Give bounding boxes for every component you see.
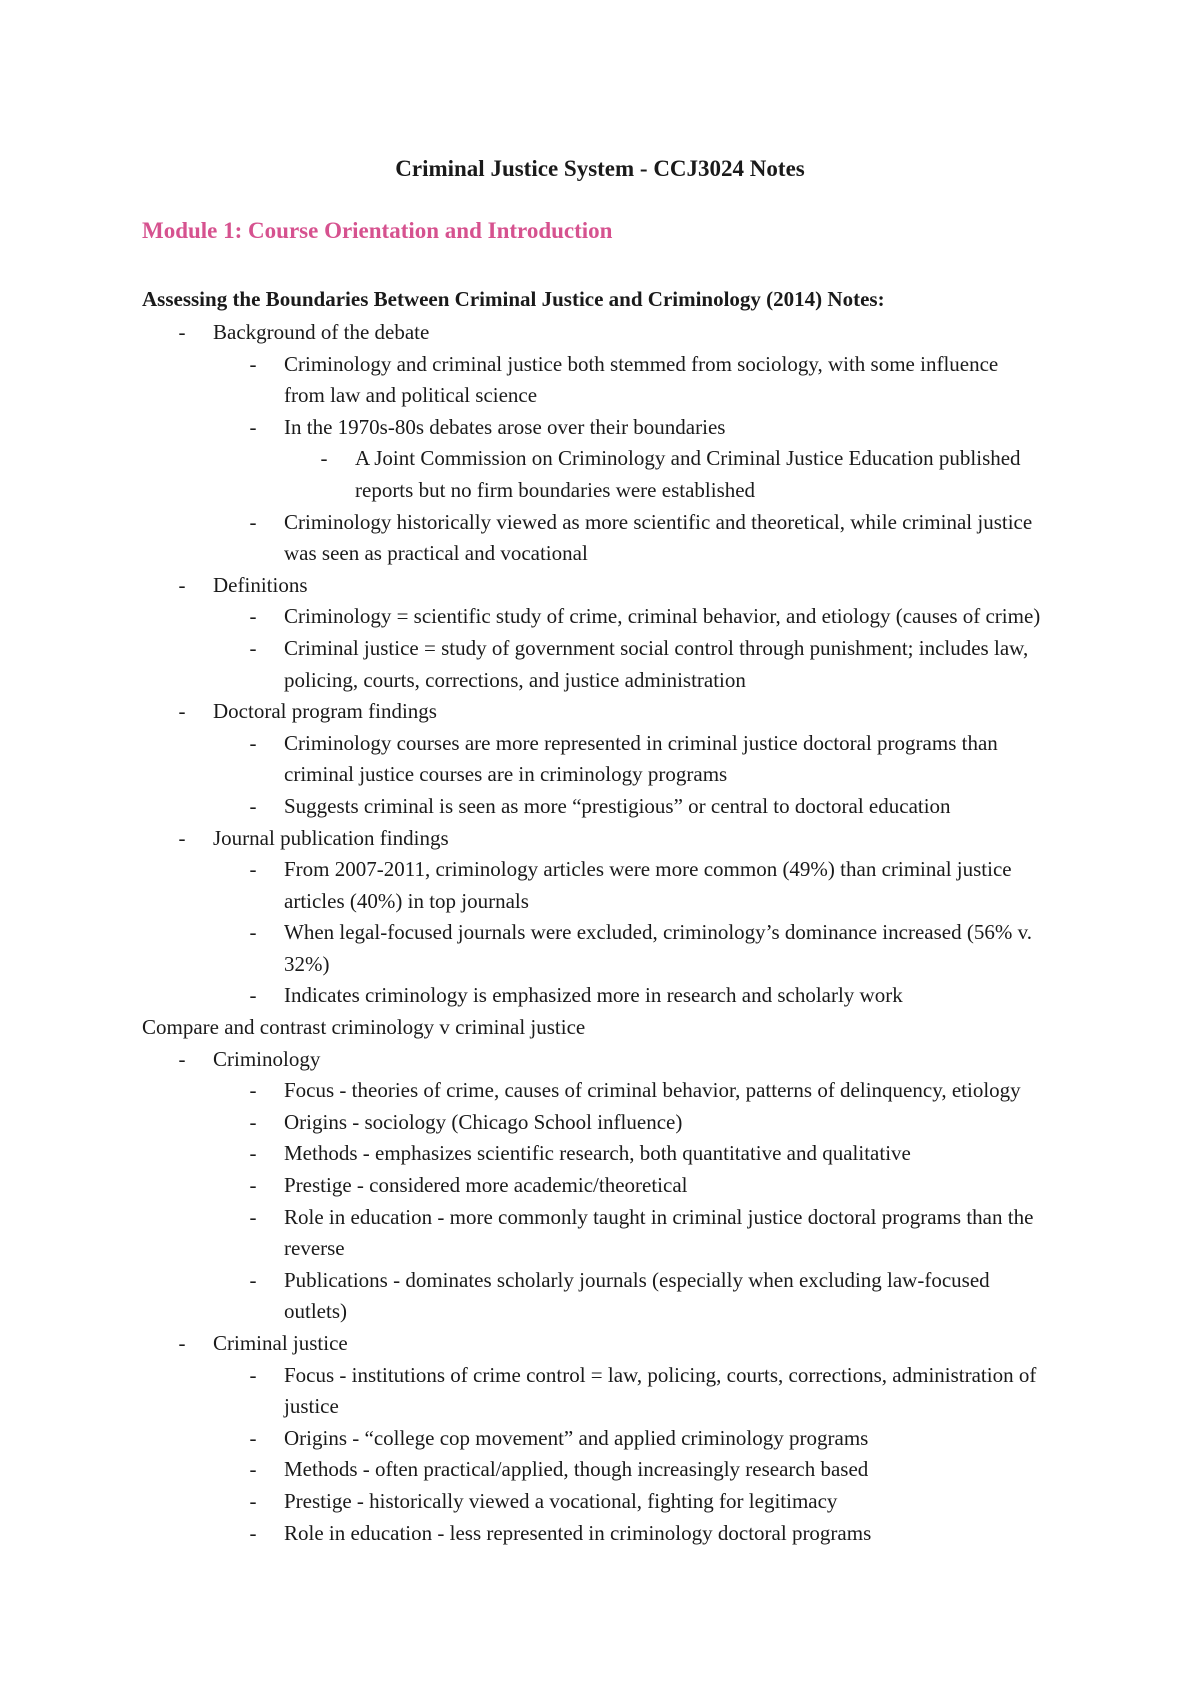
note-line (142, 1233, 1142, 1265)
note-line (142, 1012, 1142, 1044)
note-line (142, 823, 1142, 855)
note-text: reports but no firm boundaries were established (355, 477, 756, 502)
bullet-dash: - (178, 572, 186, 597)
note-line (142, 1202, 1142, 1234)
bullet-dash: - (249, 1078, 257, 1103)
note-line (142, 1044, 1142, 1076)
bullet-dash: - (249, 730, 257, 755)
note-text: Criminology historically viewed as more scientific and theoretical, while criminal justice (284, 509, 1033, 534)
note-line (142, 1391, 1142, 1423)
bullet-dash: - (249, 1267, 257, 1292)
bullet-dash: - (249, 509, 257, 534)
note-line (142, 412, 1142, 444)
bullet-dash: - (249, 1520, 257, 1545)
note-text: From 2007-2011, criminology articles were more common (49%) than criminal justice (284, 857, 1012, 882)
note-text: Criminology (213, 1046, 321, 1071)
note-text: articles (40%) in top journals (284, 888, 529, 913)
note-line (142, 1138, 1142, 1170)
note-text: Criminology and criminal justice both stemmed from sociology, with some influence (284, 351, 999, 376)
module-heading: Module 1: Course Orientation and Introduction (142, 218, 613, 243)
bullet-dash: - (320, 446, 328, 471)
note-text: Publications - dominates scholarly journals (especially when excluding law-focused (284, 1267, 990, 1292)
bullet-dash: - (178, 1331, 186, 1355)
bullet-dash: - (249, 857, 257, 882)
note-line (142, 1170, 1142, 1202)
note-text: When legal-focused journals were excluded, criminology’s dominance increased (56% v. (284, 920, 1032, 945)
note-line (142, 349, 1142, 381)
note-line (142, 1107, 1142, 1139)
note-text: Focus - theories of crime, causes of criminal behavior, patterns of delinquency, etiology (284, 1078, 1021, 1103)
note-text: policing, courts, corrections, and justice administration (284, 667, 746, 692)
note-text: Role in education - more commonly taught in criminal justice doctoral programs than the (284, 1204, 1034, 1229)
bullet-dash: - (249, 351, 257, 376)
note-text: A Joint Commission on Criminology and Criminal Justice Education published (355, 446, 1021, 471)
note-line (142, 1423, 1142, 1455)
note-text: 32%) (284, 951, 330, 976)
note-text: Definitions (213, 572, 308, 597)
note-line (142, 665, 1142, 697)
document-title: Criminal Justice System - CCJ3024 Notes (395, 156, 805, 181)
note-text: criminal justice courses are in criminology programs (284, 762, 728, 787)
note-line (142, 696, 1142, 728)
note-line (142, 728, 1142, 760)
note-text: Origins - “college cop movement” and applied criminology programs (284, 1425, 869, 1450)
note-line (142, 507, 1142, 539)
note-text: Indicates criminology is emphasized more in research and scholarly work (284, 983, 903, 1008)
note-line (142, 601, 1142, 633)
note-text: Origins - sociology (Chicago School influence) (284, 1109, 683, 1134)
note-line (142, 1486, 1142, 1518)
bullet-dash: - (178, 1046, 186, 1071)
note-text: Background of the debate (213, 320, 430, 344)
bullet-dash: - (178, 825, 186, 850)
bullet-dash: - (249, 1109, 257, 1134)
note-text: Criminology = scientific study of crime, criminal behavior, and etiology (causes of crime) (284, 604, 1041, 629)
note-line (142, 791, 1142, 823)
note-line (142, 759, 1142, 791)
bullet-dash: - (178, 320, 186, 344)
note-line (142, 1518, 1142, 1550)
note-line (142, 949, 1142, 981)
bullet-dash: - (249, 983, 257, 1008)
note-text: Focus - institutions of crime control = law, policing, courts, corrections, administration of (284, 1362, 1037, 1387)
note-text: from law and political science (284, 383, 538, 408)
note-line (142, 1360, 1142, 1392)
bullet-dash: - (249, 1457, 257, 1482)
note-line (142, 1075, 1142, 1107)
section-heading: Assessing the Boundaries Between Criminal Justice and Criminology (2014) Notes: (142, 287, 885, 311)
note-line (142, 570, 1142, 602)
note-line (142, 475, 1142, 507)
bullet-dash: - (249, 793, 257, 818)
note-line (142, 443, 1142, 475)
note-text: Compare and contrast criminology v criminal justice (142, 1015, 586, 1040)
note-text: Journal publication findings (213, 825, 449, 850)
note-text: Criminal justice = study of government social control through punishment; includes law, (284, 635, 1029, 660)
note-line (142, 317, 1142, 349)
note-line (142, 980, 1142, 1012)
bullet-dash: - (249, 1204, 257, 1229)
note-line (142, 886, 1142, 918)
note-text: Prestige - historically viewed a vocational, fighting for legitimacy (284, 1488, 838, 1513)
note-line (142, 538, 1142, 570)
note-line (142, 380, 1142, 412)
note-text: In the 1970s-80s debates arose over their boundaries (284, 414, 726, 439)
bullet-dash: - (249, 1141, 257, 1166)
bullet-dash: - (249, 414, 257, 439)
note-text: Doctoral program findings (213, 699, 437, 724)
note-text: Criminology courses are more represented in criminal justice doctoral programs than (284, 730, 998, 755)
note-line (142, 1265, 1142, 1297)
bullet-dash: - (178, 699, 186, 724)
note-text: Criminal justice (213, 1331, 348, 1355)
note-text: Suggests criminal is seen as more “prestigious” or central to doctoral education (284, 793, 951, 818)
note-text: was seen as practical and vocational (284, 541, 588, 566)
bullet-dash: - (249, 604, 257, 629)
note-text: Role in education - less represented in criminology doctoral programs (284, 1520, 872, 1545)
note-text: outlets) (284, 1299, 347, 1324)
bullet-dash: - (249, 1173, 257, 1198)
notes-list (142, 317, 1142, 1549)
note-line (142, 1296, 1142, 1328)
bullet-dash: - (249, 1425, 257, 1450)
bullet-dash: - (249, 920, 257, 945)
note-line (142, 633, 1142, 665)
bullet-dash: - (249, 1362, 257, 1387)
note-line (142, 1454, 1142, 1486)
note-text: Methods - often practical/applied, though increasingly research based (284, 1457, 869, 1482)
note-text: Methods - emphasizes scientific research, both quantitative and qualitative (284, 1141, 911, 1166)
note-line (142, 854, 1142, 886)
bullet-dash: - (249, 635, 257, 660)
note-line (142, 917, 1142, 949)
note-text: justice (284, 1394, 339, 1419)
note-text: reverse (284, 1236, 345, 1261)
note-text: Prestige - considered more academic/theoretical (284, 1173, 688, 1198)
note-line (142, 1328, 1142, 1360)
bullet-dash: - (249, 1488, 257, 1513)
